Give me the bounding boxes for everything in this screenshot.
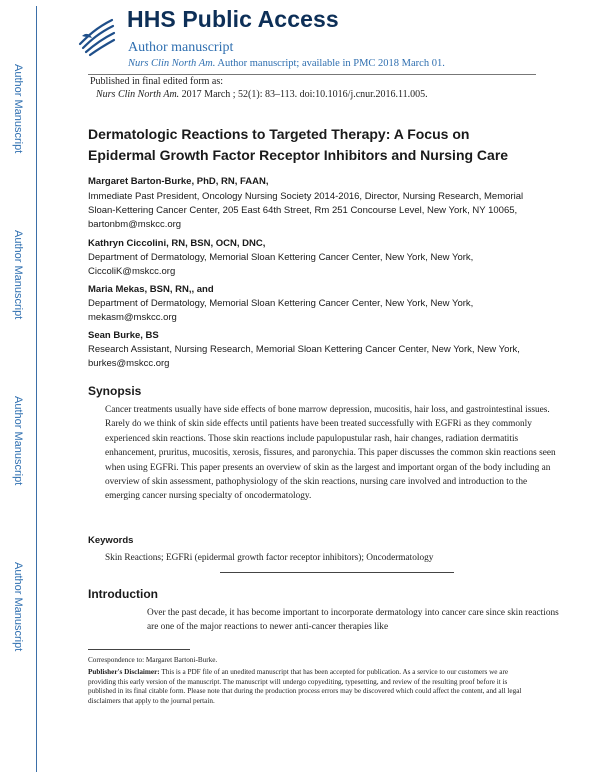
citation-journal: Nurs Clin North Am. <box>96 89 180 100</box>
header-divider-line <box>36 6 37 772</box>
author-name: Sean Burke, BS <box>88 330 159 341</box>
article-title <box>88 124 548 166</box>
disclaimer-text: This is a PDF file of an unedited manuscript that has been accepted for publication. As a service to our customers we are providing this early version of the manuscript. The manuscript will undergo copyediting, typesetting, and review of the resulting proof before it is published in its final citable form. Please note that during the production process errors may be discovered which could affect the content, and all legal disclaimers that apply to the journal pertain. <box>88 668 522 705</box>
side-label-author-manuscript: Author Manuscript <box>12 230 24 320</box>
author-affiliation: Department of Dermatology, Memorial Sloan Kettering Cancer Center, New York, New York, CiccoliK@mskcc.org <box>88 252 474 278</box>
side-label-author-manuscript: Author Manuscript <box>12 396 24 486</box>
keywords-heading: Keywords <box>88 535 134 546</box>
author-name: Margaret Barton-Burke, PhD, RN, FAAN, <box>88 176 269 187</box>
keywords-text: Skin Reactions; EGFRi (epidermal growth factor receptor inhibitors); Oncodermatology <box>105 553 434 563</box>
hhs-public-access-title: HHS Public Access <box>127 6 339 32</box>
author-manuscript-label: Author manuscript <box>128 40 234 55</box>
introduction-text: Over the past decade, it has become important to incorporate dermatology into cancer care since skin reactions are one of the major reactions to newer anti-cancer therapies like <box>147 608 559 633</box>
citation-details: 2017 March ; 52(1): 83–113. doi:10.1016/j.cnur.2016.11.005. <box>181 89 428 100</box>
keywords-rule <box>220 572 454 573</box>
article-title-line: Epidermal Growth Factor Receptor Inhibitors and Nursing Care <box>88 147 509 163</box>
author-affiliation: Immediate Past President, Oncology Nursing Society 2014-2016, Director, Nursing Research, Memorial Sloan-Kettering Cancer Center, 205 East 64th Street, Rm 251 Concourse Level, New York, NY 10065, bartonbm@mskcc.org <box>88 191 524 231</box>
citation-line <box>96 89 428 100</box>
side-label-author-manuscript: Author Manuscript <box>12 562 24 652</box>
introduction-heading: Introduction <box>88 587 158 601</box>
availability-line <box>128 58 445 69</box>
disclaimer-label: Publisher's Disclaimer: <box>88 668 160 676</box>
journal-abbrev: Nurs Clin North Am. <box>128 58 216 69</box>
correspondence-note: Correspondence to: Margaret Bartoni-Burke. <box>88 656 218 664</box>
author-name: Maria Mekas, BSN, RN,, and <box>88 284 214 295</box>
availability-text: Author manuscript; available in PMC 2018 March 01. <box>217 58 445 69</box>
side-label-author-manuscript: Author Manuscript <box>12 64 24 154</box>
hhs-eagle-icon <box>74 14 118 58</box>
author-name: Kathryn Ciccolini, RN, BSN, OCN, DNC, <box>88 238 266 249</box>
author-affiliation: Department of Dermatology, Memorial Sloan Kettering Cancer Center, New York, New York, mekasm@mskcc.org <box>88 298 474 324</box>
article-title-line: Dermatologic Reactions to Targeted Therapy: A Focus on <box>88 126 470 142</box>
footnote-rule <box>88 649 190 650</box>
publication-rule <box>88 74 536 75</box>
synopsis-heading: Synopsis <box>88 384 142 398</box>
publisher-disclaimer <box>88 668 524 706</box>
synopsis-text: Cancer treatments usually have side effects of bone marrow depression, mucositis, hair loss, and gastrointestinal issues. Rarely do we think of skin side effects until patients have been treated successfully with EGFRi as they commonly experienced skin reactions. Those skin reactions include papulopustular rash, hair changes, radiation dermatitis enhancement, pruritus, mucositis, xerosis, fissures, and paronychia. This paper discusses the common skin reactions seen when using EGFRi. This paper presents an overview of skin as the largest and important organ of the body including an overview of skin assessment, pathophysiology of the skin reactions, nursing care involved and introduction to the emerging cancer nursing specialty of oncodermatology. <box>105 405 556 502</box>
published-label: Published in final edited form as: <box>90 76 224 87</box>
author-affiliation: Research Assistant, Nursing Research, Memorial Sloan Kettering Cancer Center, New York, New York, burkes@mskcc.org <box>88 344 520 370</box>
